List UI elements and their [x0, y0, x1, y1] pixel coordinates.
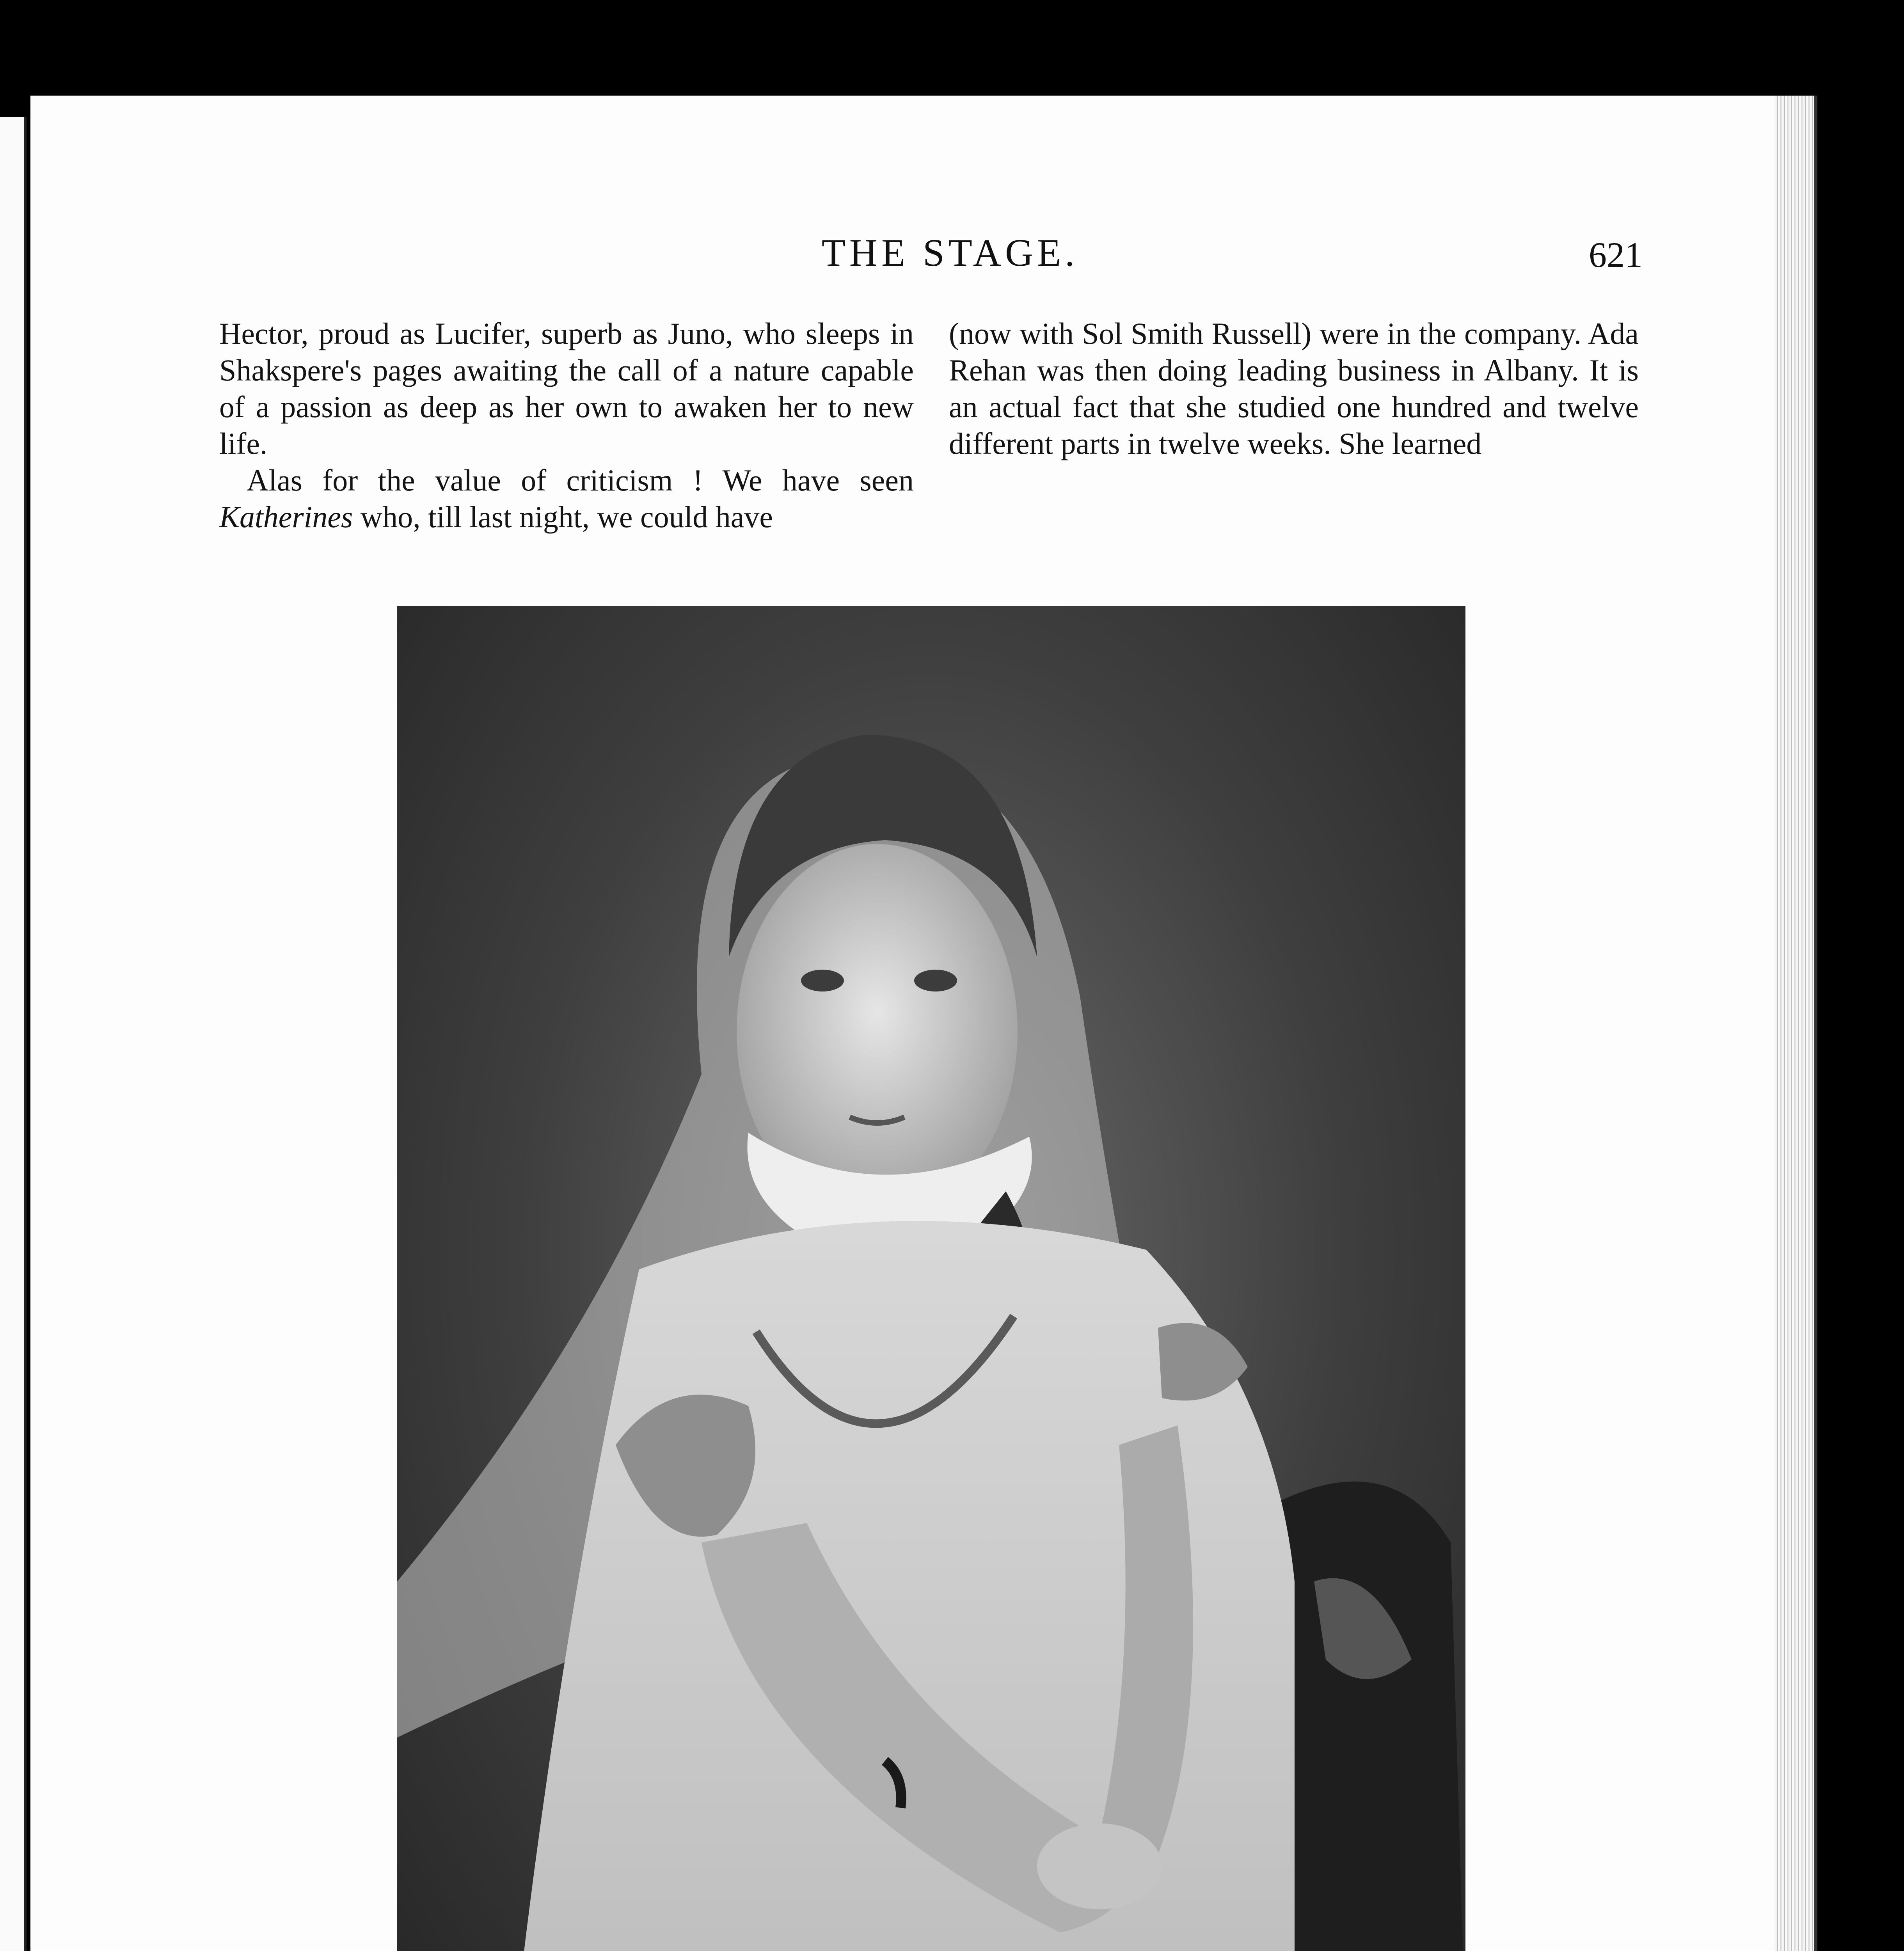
- paragraph: [219, 462, 914, 535]
- column-top-right: [949, 315, 1639, 462]
- italic-title: Katherines: [219, 500, 353, 534]
- text-run: Alas for the value of criticism ! We have seen: [247, 463, 914, 497]
- text-run: who, till last night, we could have: [353, 500, 773, 534]
- page-stack-edge: [1774, 96, 1814, 1951]
- page-stack-shadow: [1814, 96, 1817, 1951]
- column-top-left: [219, 315, 914, 535]
- paragraph: Hector, proud as Lucifer, superb as Juno, who sleeps in Shakspere's pages awaiting the call of a nature capable of a passion as deep as her own to awaken her to new life.: [219, 316, 914, 460]
- portrait-photograph: [397, 606, 1465, 1951]
- facing-page-edge: [0, 117, 27, 1951]
- portrait-illustration: [397, 606, 1465, 1951]
- paragraph: (now with Sol Smith Russell) were in the company. Ada Rehan was then doing leading business in Albany. It is an actual fact that she studied one hundred and twelve different parts in twelve weeks. She learned: [949, 316, 1639, 460]
- running-head: THE STAGE.: [821, 231, 1079, 274]
- page-number: 621: [1589, 235, 1643, 275]
